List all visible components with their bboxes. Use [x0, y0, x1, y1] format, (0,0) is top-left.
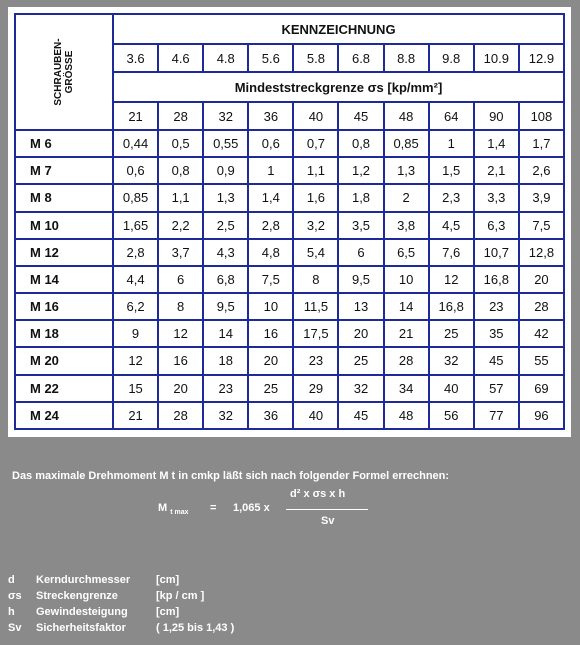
legend-description: Gewindesteigung	[36, 606, 128, 618]
torque-value: 20	[158, 375, 203, 402]
torque-value: 3,3	[474, 184, 519, 211]
torque-value: 9	[113, 320, 158, 347]
torque-value: 96	[519, 402, 564, 429]
screw-size: M 14	[15, 266, 113, 293]
formula-coefficient: 1,065 x	[233, 502, 270, 514]
torque-value: 1,4	[474, 130, 519, 157]
torque-value: 2,8	[113, 239, 158, 266]
torque-value: 10	[248, 293, 293, 320]
torque-value: 12	[429, 266, 474, 293]
table-row	[15, 347, 564, 374]
torque-value: 2	[384, 184, 429, 211]
legend-unit: [cm]	[156, 574, 180, 586]
torque-value: 2,2	[158, 212, 203, 239]
legend-unit: [kp / cm ]	[156, 590, 205, 602]
torque-value: 29	[293, 375, 338, 402]
torque-value: 4,3	[203, 239, 248, 266]
table-row	[15, 320, 564, 347]
torque-value: 1	[429, 130, 474, 157]
torque-value: 23	[293, 347, 338, 374]
torque-value: 0,55	[203, 130, 248, 157]
torque-value: 3,9	[519, 184, 564, 211]
size-column-header	[15, 14, 113, 130]
torque-value: 4,4	[113, 266, 158, 293]
torque-value: 15	[113, 375, 158, 402]
torque-value: 7,5	[248, 266, 293, 293]
torque-value: 28	[519, 293, 564, 320]
legend-description: Streckengrenze	[36, 590, 118, 602]
torque-value: 11,5	[293, 293, 338, 320]
torque-table-panel	[8, 7, 571, 437]
legend-symbol: d	[8, 574, 15, 586]
screw-size: M 8	[15, 184, 113, 211]
min-yield-value: 64	[429, 102, 474, 130]
torque-value: 2,8	[248, 212, 293, 239]
torque-value: 32	[203, 402, 248, 429]
table-row	[15, 239, 564, 266]
legend-symbol: Sv	[8, 622, 22, 634]
torque-value: 8	[293, 266, 338, 293]
min-yield-value: 28	[158, 102, 203, 130]
min-yield-value: 108	[519, 102, 564, 130]
torque-value: 25	[429, 320, 474, 347]
torque-value: 1,5	[429, 157, 474, 184]
torque-value: 4,8	[248, 239, 293, 266]
legend-description: Sicherheitsfaktor	[36, 622, 126, 634]
min-yield-value: 36	[248, 102, 293, 130]
formula-intro-text: Das maximale Drehmoment M t in cmkp läßt sich nach folgender Formel errechnen:	[12, 470, 450, 482]
torque-value: 10	[384, 266, 429, 293]
torque-value: 1	[248, 157, 293, 184]
torque-value: 48	[384, 402, 429, 429]
torque-value: 12	[113, 347, 158, 374]
grade-header: 4.6	[158, 44, 203, 72]
torque-value: 1,2	[338, 157, 383, 184]
torque-value: 1,8	[338, 184, 383, 211]
screw-size: M 20	[15, 347, 113, 374]
legend-description: Kerndurchmesser	[36, 574, 131, 586]
table-row	[15, 402, 564, 429]
min-yield-value: 48	[384, 102, 429, 130]
torque-value: 1,7	[519, 130, 564, 157]
torque-value: 5,4	[293, 239, 338, 266]
torque-value: 40	[293, 402, 338, 429]
torque-value: 28	[158, 402, 203, 429]
torque-value: 6	[338, 239, 383, 266]
torque-value: 25	[338, 347, 383, 374]
torque-value: 42	[519, 320, 564, 347]
torque-value: 2,3	[429, 184, 474, 211]
torque-value: 77	[474, 402, 519, 429]
size-column-header-line: SCHRAUBEN-	[53, 38, 64, 106]
table-row	[15, 212, 564, 239]
torque-value: 4,5	[429, 212, 474, 239]
min-yield-value: 21	[113, 102, 158, 130]
torque-value: 40	[429, 375, 474, 402]
torque-value: 0,5	[158, 130, 203, 157]
torque-value: 2,6	[519, 157, 564, 184]
torque-value: 6,8	[203, 266, 248, 293]
min-yield-value: 40	[293, 102, 338, 130]
torque-value: 0,85	[384, 130, 429, 157]
torque-value: 21	[384, 320, 429, 347]
size-column-header-text	[53, 38, 75, 105]
torque-value: 1,3	[203, 184, 248, 211]
table-title: KENNZEICHNUNG	[113, 14, 564, 44]
size-column-header-line: GRÖSSE	[64, 50, 75, 94]
torque-value: 0,9	[203, 157, 248, 184]
torque-value: 3,8	[384, 212, 429, 239]
table-row	[15, 293, 564, 320]
torque-value: 20	[519, 266, 564, 293]
torque-value: 1,1	[293, 157, 338, 184]
torque-value: 16	[158, 347, 203, 374]
screw-size: M 16	[15, 293, 113, 320]
torque-value: 6	[158, 266, 203, 293]
screw-size: M 10	[15, 212, 113, 239]
screw-size: M 12	[15, 239, 113, 266]
torque-value: 32	[429, 347, 474, 374]
torque-value: 25	[248, 375, 293, 402]
torque-value: 2,1	[474, 157, 519, 184]
torque-value: 34	[384, 375, 429, 402]
torque-value: 10,7	[474, 239, 519, 266]
min-yield-value: 32	[203, 102, 248, 130]
torque-value: 6,2	[113, 293, 158, 320]
table-subtitle: Mindeststreckgrenze σs [kp/mm²]	[113, 72, 564, 102]
grade-header: 6.8	[338, 44, 383, 72]
torque-value: 36	[248, 402, 293, 429]
table-row	[15, 157, 564, 184]
torque-value: 3,5	[338, 212, 383, 239]
torque-value: 16,8	[429, 293, 474, 320]
torque-value: 7,6	[429, 239, 474, 266]
screw-size: M 22	[15, 375, 113, 402]
torque-value: 14	[384, 293, 429, 320]
torque-value: 45	[338, 402, 383, 429]
torque-value: 0,8	[158, 157, 203, 184]
legend-unit: [cm]	[156, 606, 180, 618]
torque-value: 18	[203, 347, 248, 374]
fraction-bar	[286, 509, 368, 510]
torque-value: 6,5	[384, 239, 429, 266]
torque-value: 0,6	[248, 130, 293, 157]
torque-value: 14	[203, 320, 248, 347]
torque-value: 28	[384, 347, 429, 374]
torque-table	[14, 13, 565, 430]
torque-value: 56	[429, 402, 474, 429]
grade-header: 9.8	[429, 44, 474, 72]
torque-value: 0,85	[113, 184, 158, 211]
formula-equals: =	[210, 502, 217, 514]
torque-value: 32	[338, 375, 383, 402]
min-yield-value: 90	[474, 102, 519, 130]
legend-symbol: h	[8, 606, 15, 618]
table-row	[15, 266, 564, 293]
torque-value: 17,5	[293, 320, 338, 347]
torque-value: 23	[474, 293, 519, 320]
torque-value: 57	[474, 375, 519, 402]
torque-value: 12	[158, 320, 203, 347]
torque-value: 0,6	[113, 157, 158, 184]
torque-value: 45	[474, 347, 519, 374]
torque-value: 0,7	[293, 130, 338, 157]
table-row	[15, 184, 564, 211]
grade-header: 8.8	[384, 44, 429, 72]
grade-header: 12.9	[519, 44, 564, 72]
formula-numerator: d² x σs x h	[290, 488, 346, 500]
header-row-title	[15, 14, 564, 44]
legend-symbol: σs	[8, 590, 22, 602]
torque-value: 3,2	[293, 212, 338, 239]
torque-value: 35	[474, 320, 519, 347]
grade-header: 10.9	[474, 44, 519, 72]
torque-value: 2,5	[203, 212, 248, 239]
torque-value: 0,44	[113, 130, 158, 157]
grade-header: 3.6	[113, 44, 158, 72]
table-row	[15, 130, 564, 157]
torque-value: 16	[248, 320, 293, 347]
torque-value: 1,1	[158, 184, 203, 211]
torque-value: 6,3	[474, 212, 519, 239]
torque-value: 7,5	[519, 212, 564, 239]
screw-size: M 24	[15, 402, 113, 429]
torque-value: 9,5	[203, 293, 248, 320]
screw-size: M 6	[15, 130, 113, 157]
grade-header: 5.6	[248, 44, 293, 72]
torque-value: 16,8	[474, 266, 519, 293]
formula-lhs: M $_{t max}$	[158, 502, 189, 517]
screw-size: M 7	[15, 157, 113, 184]
torque-value: 0,8	[338, 130, 383, 157]
torque-value: 20	[338, 320, 383, 347]
grade-header: 5.8	[293, 44, 338, 72]
table-row	[15, 375, 564, 402]
formula-denominator: Sv	[321, 515, 335, 527]
min-yield-value: 45	[338, 102, 383, 130]
torque-value: 1,65	[113, 212, 158, 239]
torque-formula	[158, 488, 398, 536]
legend-unit: ( 1,25 bis 1,43 )	[156, 622, 235, 634]
torque-value: 8	[158, 293, 203, 320]
torque-value: 9,5	[338, 266, 383, 293]
torque-value: 1,4	[248, 184, 293, 211]
grade-header: 4.8	[203, 44, 248, 72]
torque-value: 1,3	[384, 157, 429, 184]
screw-size: M 18	[15, 320, 113, 347]
torque-value: 23	[203, 375, 248, 402]
torque-value: 13	[338, 293, 383, 320]
torque-value: 55	[519, 347, 564, 374]
torque-value: 69	[519, 375, 564, 402]
torque-value: 20	[248, 347, 293, 374]
torque-value: 1,6	[293, 184, 338, 211]
torque-value: 12,8	[519, 239, 564, 266]
torque-value: 21	[113, 402, 158, 429]
torque-value: 3,7	[158, 239, 203, 266]
